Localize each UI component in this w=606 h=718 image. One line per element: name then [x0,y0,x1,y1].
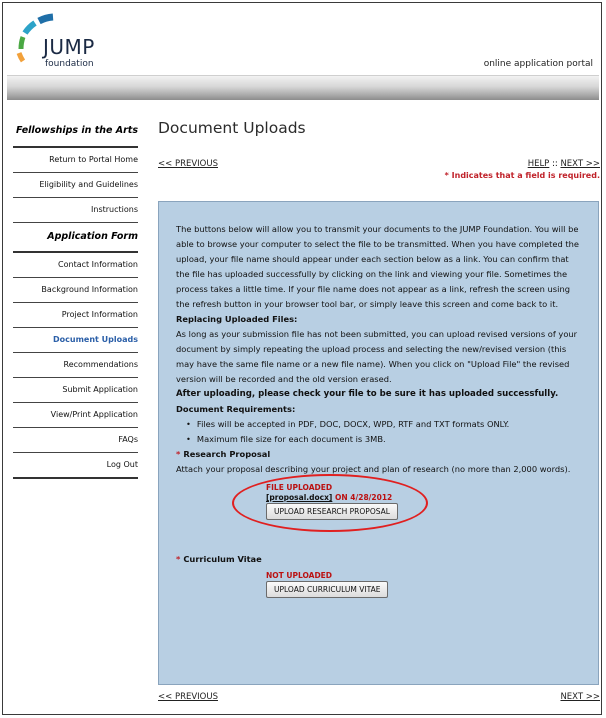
requirements-heading: Document Requirements: [176,404,296,414]
on-label: ON [334,493,348,502]
research-proposal-description: Attach your proposal describing your project and plan of research (no more than 2,000 words). [176,464,571,474]
requirement-item: • Maximum file size for each document is 3MB. [186,432,582,447]
page-frame [2,2,602,715]
logo-subtitle: foundation [45,59,94,69]
requirement-item: • Files will be accepted in PDF, DOC, DOCX, WPD, RTF and TXT formats ONLY. [186,417,582,432]
sidebar-item-document-uploads[interactable]: Document Uploads [13,328,138,353]
sidebar-item-eligibility[interactable]: Eligibility and Guidelines [13,173,138,198]
next-link[interactable]: NEXT >> [560,159,600,169]
main-content [158,119,600,594]
previous-link[interactable]: << PREVIOUS [158,159,218,169]
sidebar-item-recommendations[interactable]: Recommendations [13,353,138,378]
help-next-links [528,159,600,169]
sidebar-item-view-print[interactable]: View/Print Application [13,403,138,428]
intro-text: The buttons below will allow you to transmit your documents to the JUMP Foundation. You will be able to browse your computer to select the file to be transmitted. When you have completed the upload, your file name should appear under each section below as a link. You can confirm that the file has uploaded successfully by clicking on the link and viewing your file. Sometimes the process takes a little time. If your file name does not appear as a link, refresh the screen using the refresh button in your browser tool bar, or simply leave this screen and come back to it. [176,224,579,309]
jump-logo [15,13,135,73]
upload-date: 4/28/2012 [350,493,393,502]
sidebar-item-portal-home[interactable]: Return to Portal Home [13,148,138,173]
research-upload-block [266,483,582,520]
sidebar-item-project[interactable]: Project Information [13,303,138,328]
upload-cv-button[interactable]: UPLOAD CURRICULUM VITAE [266,581,388,598]
sidebar-item-contact[interactable]: Contact Information [13,253,138,278]
sidebar-form-title: Application Form [13,223,138,253]
sidebar-item-submit[interactable]: Submit Application [13,378,138,403]
highlight-circle [232,474,428,532]
research-proposal-label: * Research Proposal [176,449,271,459]
sidebar-item-faqs[interactable]: FAQs [13,428,138,453]
replacing-heading: Replacing Uploaded Files: [176,314,298,324]
logo-title: JUMP [43,35,95,59]
cv-upload-block [266,571,582,598]
footer-next-link[interactable]: NEXT >> [560,692,600,702]
upload-panel [158,201,599,685]
cv-status: NOT UPLOADED [266,571,333,580]
help-link[interactable]: HELP [527,159,550,169]
research-status: FILE UPLOADED [266,483,333,492]
nav-separator: :: [549,159,561,169]
check-notice: After uploading, please check your file to be sure it has uploaded successfully. [176,389,559,399]
curriculum-vitae-label: * Curriculum Vitae [176,554,262,564]
required-star: * [176,554,181,564]
requirements-list [176,417,582,447]
upload-research-proposal-button[interactable]: UPLOAD RESEARCH PROPOSAL [266,503,398,520]
sidebar [13,123,138,479]
sidebar-item-background[interactable]: Background Information [13,278,138,303]
footer-previous-link[interactable]: << PREVIOUS [158,692,218,702]
replacing-text: As long as your submission file has not been submitted, you can upload revised versions of your document by simply repeating the upload process and selecting the new/revised version (this may have the same file name or a new file name). When you click on "Upload File" the revised version will be recorded and the old version erased. [176,329,578,384]
required-note: * Indicates that a field is required. [444,171,600,180]
portal-label: online application portal [483,59,593,69]
sidebar-item-instructions[interactable]: Instructions [13,198,138,223]
sidebar-section-title: Fellowships in the Arts [13,123,138,148]
bottom-nav [158,692,600,706]
page-title: Document Uploads [158,119,306,137]
required-star: * [176,449,181,459]
header-bar [7,75,599,100]
sidebar-item-logout[interactable]: Log Out [13,453,138,479]
top-nav [158,159,600,175]
uploaded-file-link[interactable]: [proposal.docx] [266,493,333,502]
